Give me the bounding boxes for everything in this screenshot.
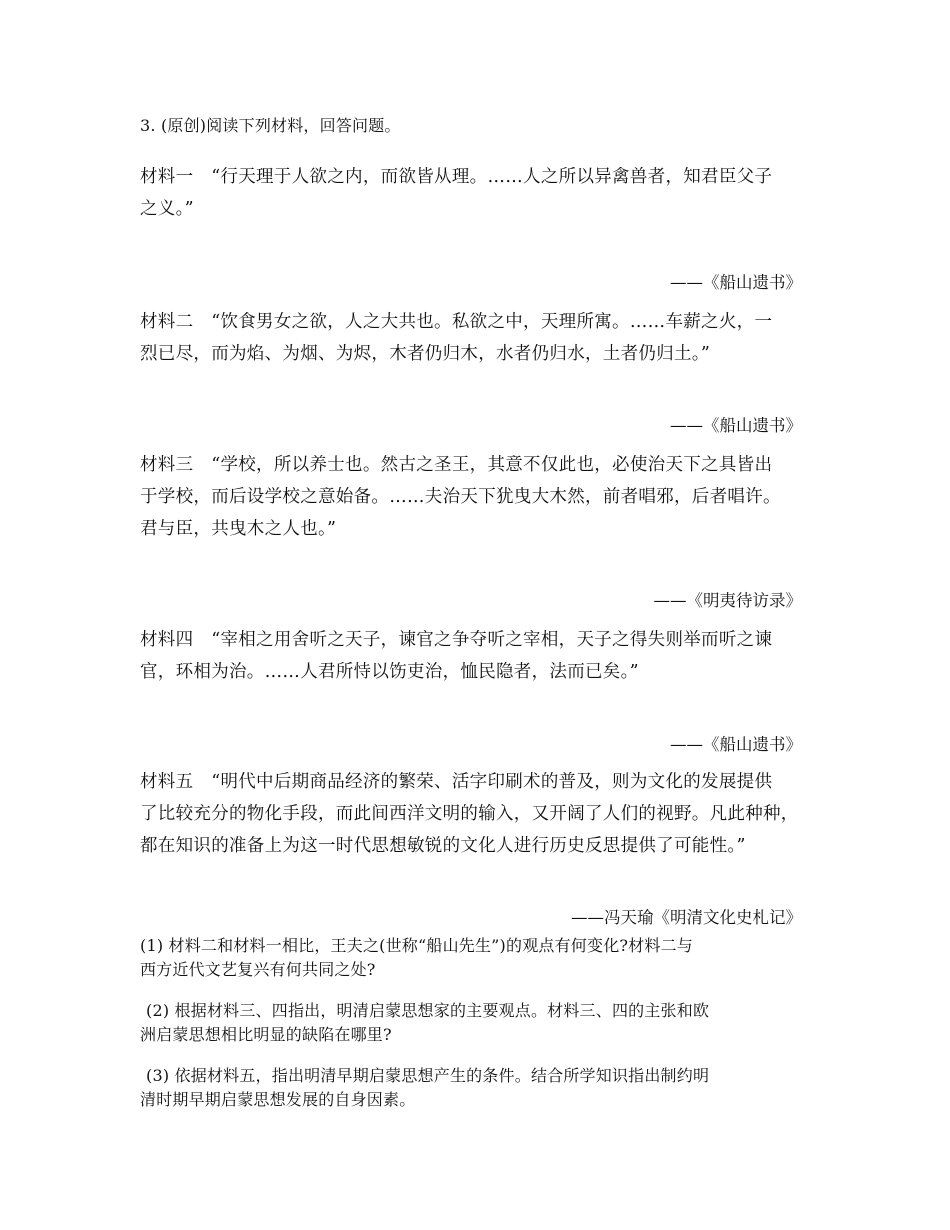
sub-question-1-line-2: 西方近代文艺复兴有何共同之处? [140, 960, 376, 979]
material-3-source: ——《明夷待访录》 [653, 590, 802, 610]
sub-question-3-line-2: 清时期早期启蒙思想发展的自身因素。 [140, 1090, 416, 1109]
sub-question-1-line-1: (1) 材料二和材料一相比，王夫之(世称“船山先生”)的观点有何变化?材料二与 [140, 936, 693, 955]
material-4-line-2: 官，环相为治。……人君所恃以饬吏治，恤民隐者，法而已矣。” [140, 662, 639, 682]
material-3-line-1: 材料三 “学校，所以养士也。然古之圣王，其意不仅此也，必使治天下之具皆出 [140, 455, 773, 475]
sub-question-2-line-2: 洲启蒙思想相比明显的缺陷在哪里? [140, 1025, 392, 1044]
material-3-line-2: 于学校，而后设学校之意始备。……夫治天下犹曳大木然，前者唱邪，后者唱许。 [140, 487, 781, 507]
material-5-source: ——冯天瑜《明清文化史札记》 [571, 907, 802, 927]
material-5-line-2: 了比较充分的物化手段，而此间西洋文明的输入，又开阔了人们的视野。凡此种种， [140, 804, 799, 824]
material-2-line-1: 材料二 “饮食男女之欲，人之大共也。私欲之中，天理所寓。……车薪之火，一 [140, 312, 773, 332]
material-2-line-2: 烈已尽，而为焰、为烟、为烬，木者仍归木，水者仍归水，土者仍归土。” [140, 344, 711, 364]
material-1-line-1: 材料一 “行天理于人欲之内，而欲皆从理。……人之所以异禽兽者，知君臣父子 [140, 167, 773, 187]
sub-question-2-line-1: (2) 根据材料三、四指出，明清启蒙思想家的主要观点。材料三、四的主张和欧 [146, 1001, 710, 1020]
material-3-line-3: 君与臣，共曳木之人也。” [140, 519, 337, 539]
sub-question-3-line-1: (3) 依据材料五，指出明清早期启蒙思想产生的条件。结合所学知识指出制约明 [146, 1066, 710, 1085]
material-5-line-3: 都在知识的准备上为这一时代思想敏锐的文化人进行历史反思提供了可能性。” [140, 836, 746, 856]
material-5-line-1: 材料五 “明代中后期商品经济的繁荣、活字印刷术的普及，则为文化的发展提供 [140, 772, 773, 792]
material-4-source: ——《船山遗书》 [670, 734, 802, 754]
material-4-line-1: 材料四 “宰相之用舍听之天子，谏官之争夺听之宰相，天子之得失则举而听之谏 [140, 630, 773, 650]
material-1-line-2: 之义。” [140, 199, 194, 219]
question-title: 3. (原创)阅读下列材料，回答问题。 [140, 116, 401, 135]
material-1-source: ——《船山遗书》 [670, 272, 802, 292]
material-2-source: ——《船山遗书》 [670, 415, 802, 435]
